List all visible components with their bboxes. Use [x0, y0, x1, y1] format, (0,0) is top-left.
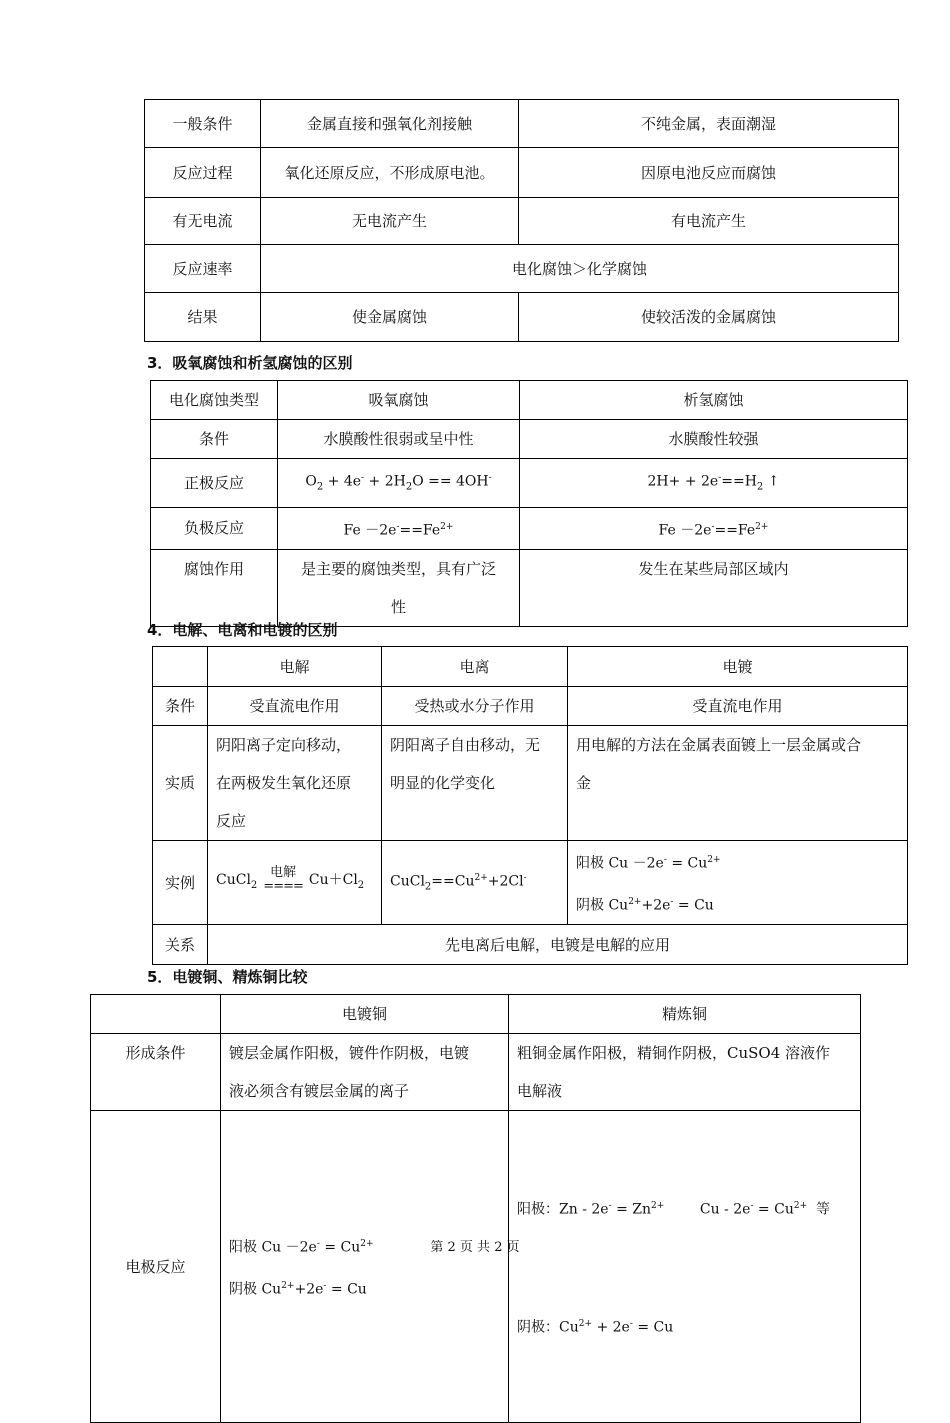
- eq-text: Fe －2e: [658, 522, 712, 539]
- eq-sub: 2: [357, 879, 365, 891]
- eq-text: = Cu: [319, 1239, 361, 1256]
- cell: [221, 1034, 509, 1111]
- header-cell: [91, 995, 221, 1034]
- row-label: 腐蚀作用: [151, 550, 278, 627]
- cell: [509, 1034, 861, 1111]
- eq-sup: 2+: [578, 1318, 593, 1329]
- line: [576, 841, 899, 883]
- row-label: 关系: [153, 925, 208, 965]
- eq-text: 阳极 Cu －2e: [576, 855, 664, 872]
- line: 用电解的方法在金属表面镀上一层金属或合: [576, 736, 862, 754]
- row-label: 有无电流: [145, 198, 261, 245]
- cell: 受直流电作用: [208, 687, 382, 726]
- line: [576, 883, 899, 925]
- line: 阴阳离子定向移动，: [216, 736, 352, 754]
- anode-reaction-oxygen: [278, 507, 520, 550]
- eq-text: = Cu: [753, 1201, 794, 1218]
- eq-sub: 2: [250, 879, 258, 891]
- eq-text: 阴极 Cu: [576, 897, 629, 914]
- eq-sup: -: [361, 473, 365, 483]
- electrolysis-ionization-plating-table: [152, 646, 908, 965]
- header-cell: 吸氧腐蚀: [278, 381, 520, 420]
- eq-sup: -: [316, 1239, 320, 1249]
- merged-cell: 电化腐蚀＞化学腐蚀: [261, 245, 899, 293]
- eq-sup: 2+: [628, 896, 642, 907]
- eq-sup: 2+: [707, 855, 721, 865]
- eq-sup: -: [663, 855, 667, 865]
- eq-text: 阳极：Zn - 2e: [517, 1201, 609, 1218]
- eq-text: O == 4OH: [412, 473, 489, 490]
- line: [517, 1187, 852, 1229]
- cell: 无电流产生: [261, 198, 519, 245]
- eq-sup: -: [608, 1201, 612, 1211]
- header-cell: 电解: [208, 647, 382, 687]
- eq-text: Cu - 2e: [664, 1201, 751, 1218]
- eq-text: = Cu: [632, 1319, 674, 1336]
- cell: [208, 726, 382, 841]
- line: 液必须含有镀层金属的离子: [229, 1082, 410, 1100]
- plating-equations: [568, 841, 908, 925]
- row-label: 实例: [153, 841, 208, 925]
- line: 阴阳离子自由移动，无: [390, 736, 541, 754]
- eq-sup: -: [323, 1280, 327, 1291]
- row-label: 正极反应: [151, 459, 278, 508]
- eq-text: + 2H: [364, 473, 406, 490]
- line: 性: [390, 598, 406, 617]
- header-cell: 析氢腐蚀: [520, 381, 908, 420]
- eq-text: ==Fe: [714, 522, 756, 539]
- line: 电解液: [517, 1082, 563, 1100]
- line: 镀层金属作阳极，镀件作阴极，电镀: [229, 1044, 470, 1062]
- condition-label: 电解: [270, 864, 297, 880]
- eq-text: CuCl: [390, 873, 425, 890]
- up-arrow-icon: ↑: [763, 473, 780, 490]
- ionization-equation: [382, 841, 568, 925]
- eq-text: Cu＋Cl: [308, 871, 358, 888]
- cell: 不纯金属，表面潮湿: [519, 100, 899, 148]
- eq-sub: 2: [316, 481, 324, 493]
- row-label: 实质: [153, 726, 208, 841]
- cell: 氧化还原反应，不形成原电池。: [261, 148, 519, 198]
- eq-sup: 2+: [281, 1280, 295, 1291]
- cell: [278, 550, 520, 627]
- line: 是主要的腐蚀类型，具有广泛: [300, 560, 496, 579]
- oxygen-hydrogen-corrosion-table: [150, 380, 908, 627]
- eq-sup: -: [718, 473, 722, 483]
- row-label: 条件: [153, 687, 208, 726]
- row-label: 结果: [145, 293, 261, 342]
- eq-text: ==Cu: [431, 873, 475, 890]
- row-label: 一般条件: [145, 100, 261, 148]
- cell: 受直流电作用: [568, 687, 908, 726]
- section-4-title: 4．电解、电离和电镀的区别: [147, 621, 338, 639]
- eq-sup: 2+: [651, 1201, 665, 1211]
- cell: 有电流产生: [519, 198, 899, 245]
- eq-text: +2e: [641, 897, 671, 914]
- eq-sup: -: [670, 896, 674, 907]
- eq-text: = Cu: [673, 897, 714, 914]
- line: 粗铜金属作阳极，精铜作阴极，CuSO4 溶液作: [517, 1044, 831, 1062]
- line: 反应: [216, 812, 247, 830]
- row-label: 负极反应: [151, 507, 278, 550]
- eq-sup: -: [488, 473, 492, 483]
- header-cell: 电镀: [568, 647, 908, 687]
- cell: [568, 726, 908, 841]
- cathode-reaction-oxygen: [278, 459, 520, 508]
- eq-text: = Cu: [326, 1281, 367, 1298]
- row-label: 反应过程: [145, 148, 261, 198]
- header-cell: [153, 647, 208, 687]
- eq-sup: 2+: [360, 1239, 374, 1249]
- eq-sup: 2+: [793, 1201, 808, 1211]
- eq-text: +2e: [294, 1281, 324, 1298]
- electrolysis-equation: [208, 841, 382, 925]
- eq-sup: 2+: [440, 521, 454, 532]
- page-footer: 第 2 页 共 2 页: [430, 1240, 520, 1255]
- eq-text: ==H: [721, 473, 757, 490]
- cell: 金属直接和强氧化剂接触: [261, 100, 519, 148]
- section-5-title: 5．电镀铜、精炼铜比较: [147, 968, 308, 986]
- cell: 受热或水分子作用: [382, 687, 568, 726]
- eq-text: CuCl: [216, 871, 251, 888]
- eq-text: O: [305, 473, 317, 490]
- cell: 水膜酸性很弱或呈中性: [278, 420, 520, 459]
- line: 明显的化学变化: [390, 774, 496, 792]
- eq-text: + 4e: [323, 473, 362, 490]
- header-cell: 精炼铜: [509, 995, 861, 1034]
- line: [229, 1267, 500, 1309]
- section-3-title: 3．吸氧腐蚀和析氢腐蚀的区别: [147, 354, 353, 372]
- cell: 因原电池反应而腐蚀: [519, 148, 899, 198]
- refining-electrode-equations: [509, 1111, 861, 1423]
- eq-sup: -: [629, 1318, 633, 1329]
- electrolysis-condition: [263, 866, 303, 894]
- eq-text: 阴极 Cu: [229, 1281, 282, 1298]
- row-label: 反应速率: [145, 245, 261, 293]
- eq-sub: 2: [424, 881, 432, 893]
- corrosion-comparison-table: [144, 99, 899, 342]
- cathode-reaction-hydrogen: [520, 459, 908, 508]
- eq-sup: -: [523, 872, 527, 883]
- eq-sub: 2: [405, 481, 413, 493]
- eq-text: Fe －2e: [343, 522, 397, 539]
- header-cell: 电离: [382, 647, 568, 687]
- plating-electrode-equations: [221, 1111, 509, 1423]
- eq-text: ==Fe: [399, 522, 441, 539]
- eq-sup: -: [750, 1201, 754, 1211]
- equals-bar: ====: [263, 878, 303, 894]
- header-cell: 电镀铜: [221, 995, 509, 1034]
- eq-text: 等: [807, 1201, 831, 1218]
- row-label: 形成条件: [91, 1034, 221, 1111]
- merged-cell: 先电离后电解，电镀是电解的应用: [208, 925, 908, 965]
- cell: 发生在某些局部区域内: [520, 550, 908, 627]
- row-label: 条件: [151, 420, 278, 459]
- cell: [382, 726, 568, 841]
- eq-text: +2Cl: [487, 873, 524, 890]
- eq-sup: -: [396, 521, 400, 532]
- eq-text: = Cu: [666, 855, 708, 872]
- eq-text: = Zn: [611, 1201, 651, 1218]
- eq-sup: 2+: [755, 521, 769, 532]
- eq-text: + 2e: [592, 1319, 630, 1336]
- cell: 使较活泼的金属腐蚀: [519, 293, 899, 342]
- cell: 水膜酸性较强: [520, 420, 908, 459]
- copper-plating-refining-table: [90, 994, 861, 1423]
- line: 金: [576, 774, 592, 792]
- line: [517, 1305, 852, 1347]
- row-label: 电极反应: [91, 1111, 221, 1423]
- cell: 使金属腐蚀: [261, 293, 519, 342]
- anode-reaction-hydrogen: [520, 507, 908, 550]
- line: 在两极发生氧化还原: [216, 774, 352, 792]
- eq-sub: 2: [756, 481, 764, 493]
- eq-sup: 2+: [474, 872, 488, 883]
- header-cell: 电化腐蚀类型: [151, 381, 278, 420]
- eq-text: 2H+ + 2e: [647, 473, 719, 490]
- eq-text: 阴极：Cu: [517, 1319, 579, 1336]
- eq-text: 阳极 Cu －2e: [229, 1239, 317, 1256]
- eq-sup: -: [711, 521, 715, 532]
